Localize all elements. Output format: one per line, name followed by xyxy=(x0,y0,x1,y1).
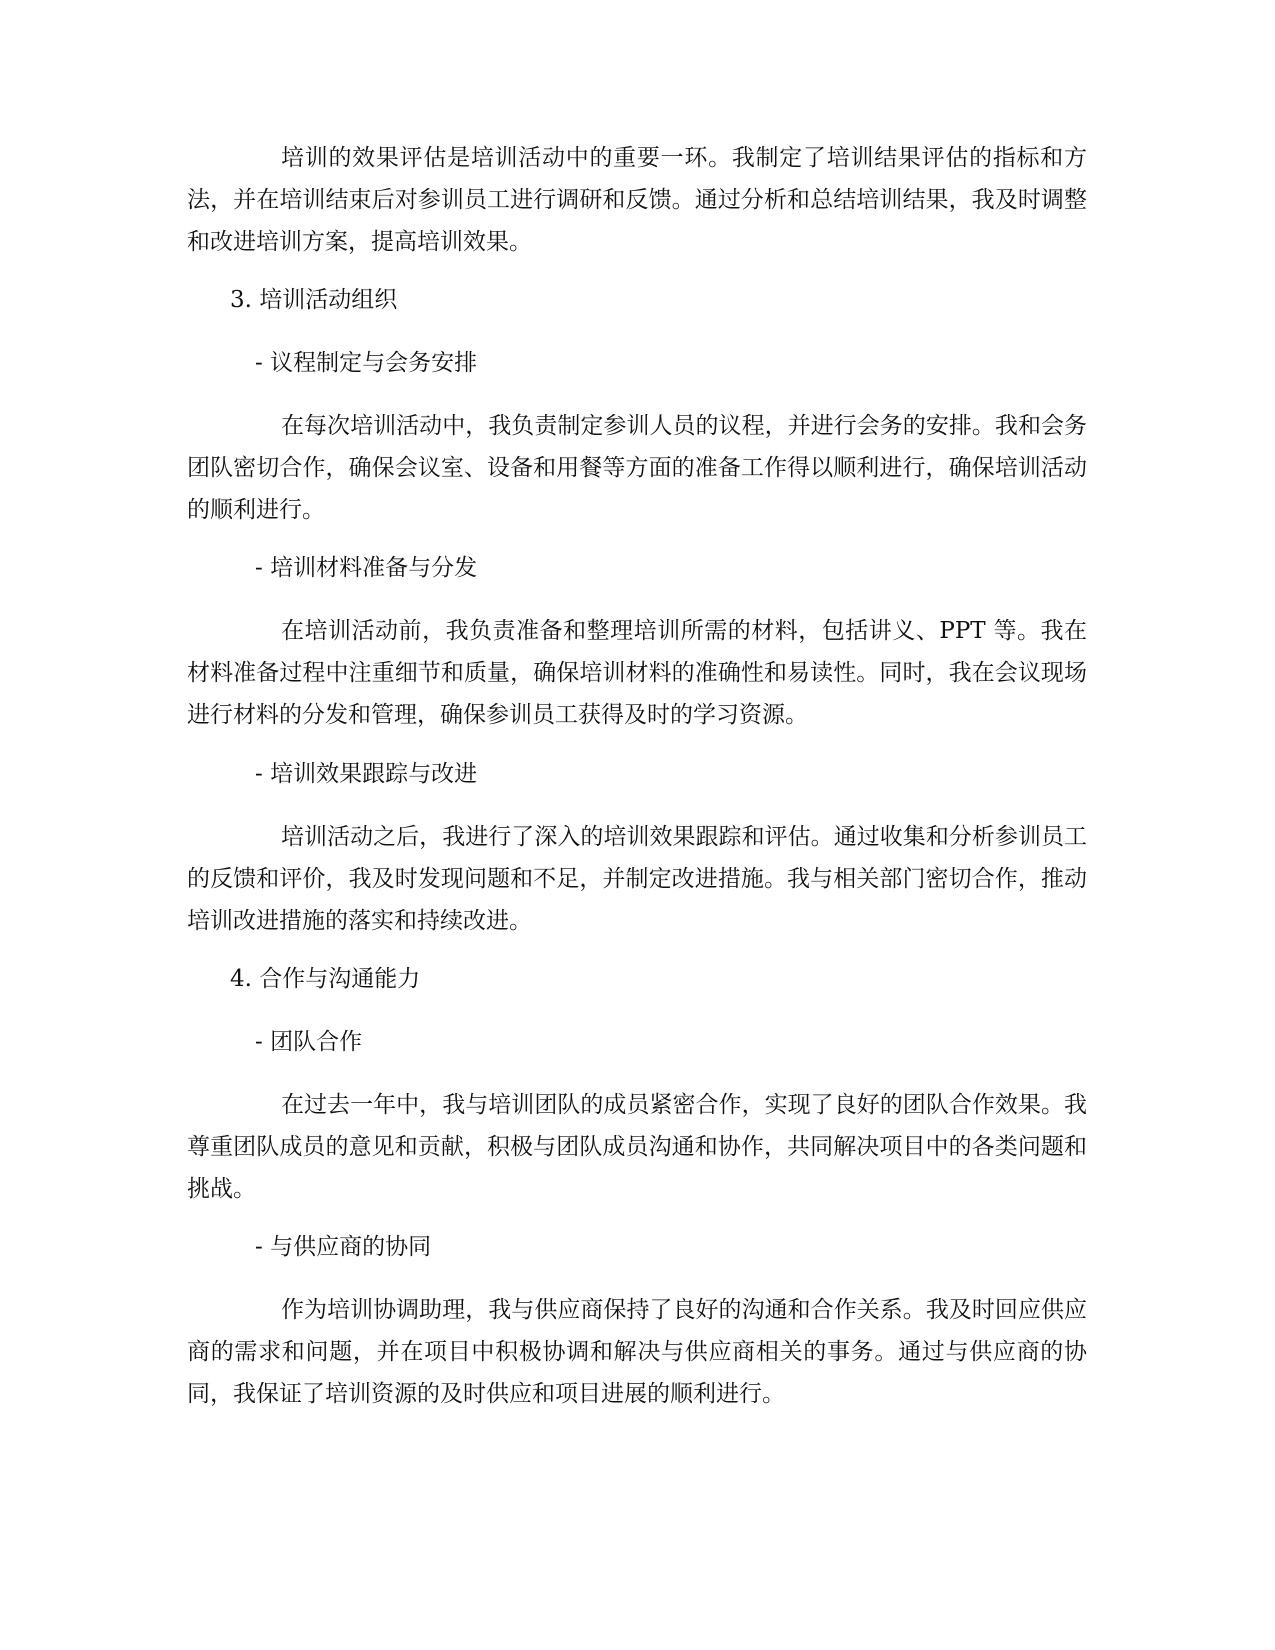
paragraph-effect-tracking: 培训活动之后，我进行了深入的培训效果跟踪和评估。通过收集和分析参训员工的反馈和评价，我及时发现问题和不足，并制定改进措施。我与相关部门密切合作，推动培训改进措施的落实和持续改进。 xyxy=(187,824,1087,934)
heading-training-activity-organization: 3. 培训活动组织 xyxy=(230,287,398,313)
heading-cooperation-communication: 4. 合作与沟通能力 xyxy=(230,966,421,992)
paragraph-agenda-meeting: 在每次培训活动中，我负责制定参训人员的议程，并进行会务的安排。我和会务团队密切合作，确保会议室、设备和用餐等方面的准备工作得以顺利进行，确保培训活动的顺利进行。 xyxy=(187,413,1087,523)
subheading-effect-tracking: - 培训效果跟踪与改进 xyxy=(255,761,478,787)
paragraph-teamwork: 在过去一年中，我与培训团队的成员紧密合作，实现了良好的团队合作效果。我尊重团队成员的意见和贡献，积极与团队成员沟通和协作，共同解决项目中的各类问题和挑战。 xyxy=(187,1092,1087,1202)
paragraph-materials: 在培训活动前，我负责准备和整理培训所需的材料，包括讲义、PPT 等。我在材料准备过程中注重细节和质量，确保培训材料的准确性和易读性。同时，我在会议现场进行材料的分发和管理，确保参训员工获得及时的学习资源。 xyxy=(187,618,1087,728)
subheading-supplier-collaboration: - 与供应商的协同 xyxy=(255,1234,432,1260)
subheading-teamwork: - 团队合作 xyxy=(255,1029,363,1055)
subheading-agenda-meeting: - 议程制定与会务安排 xyxy=(255,350,478,376)
paragraph-evaluation: 培训的效果评估是培训活动中的重要一环。我制定了培训结果评估的指标和方法，并在培训结束后对参训员工进行调研和反馈。通过分析和总结培训结果，我及时调整和改进培训方案，提高培训效果。 xyxy=(187,145,1087,255)
paragraph-supplier-collaboration: 作为培训协调助理，我与供应商保持了良好的沟通和合作关系。我及时回应供应商的需求和问题，并在项目中积极协调和解决与供应商相关的事务。通过与供应商的协同，我保证了培训资源的及时供应和项目进展的顺利进行。 xyxy=(187,1297,1087,1407)
subheading-materials: - 培训材料准备与分发 xyxy=(255,555,478,581)
